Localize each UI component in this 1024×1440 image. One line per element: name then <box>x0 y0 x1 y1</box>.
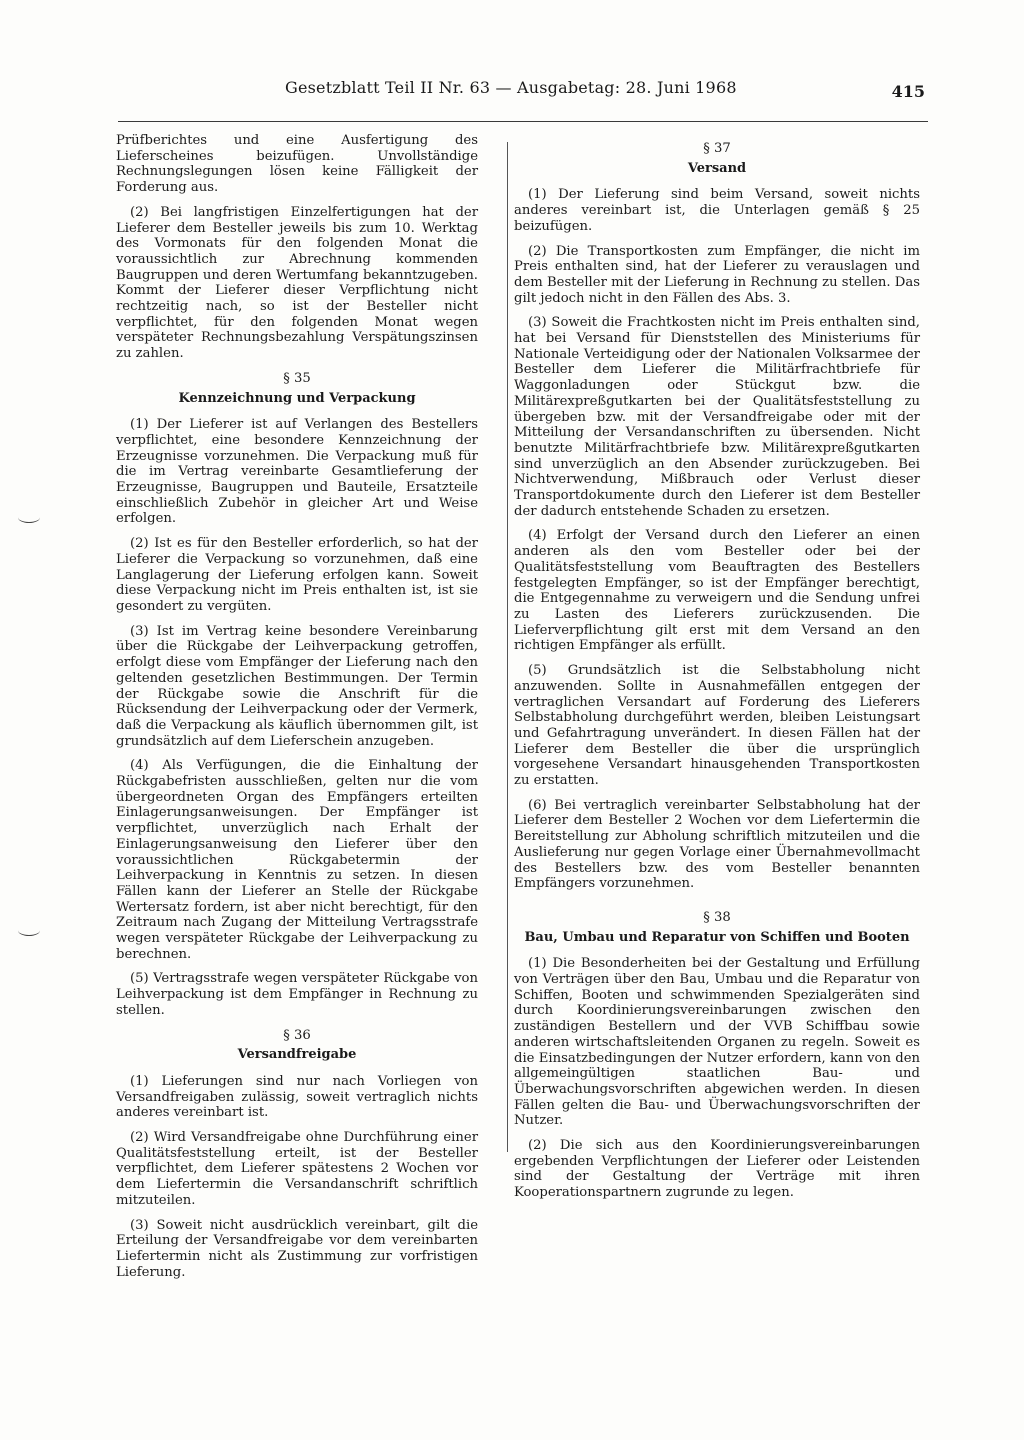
paragraph: (4) Erfolgt der Versand durch den Lieferer an einen anderen als den vom Besteller oder bei der Qualitätsfeststellung vom Beauftragten des Bestellers festgelegten Empfänger, so ist der Empfänger berechtigt, die Entgegennahme zu verweigern und die Sendung unfrei zu Lasten des Lieferers zurückzusenden. Die Lieferverpflichtung gilt erst mit dem Versand an den richtigen Empfänger als erfüllt. <box>514 528 920 654</box>
right-column <box>514 133 920 1210</box>
paragraph: (2) Wird Versandfreigabe ohne Durchführung einer Qualitätsfeststellung erteilt, ist der Besteller verpflichtet, dem Lieferer spätestens 2 Wochen vor dem Liefertermin die Versandanschrift schriftlich mitzuteilen. <box>116 1130 478 1208</box>
header-title: Gesetzblatt Teil II Nr. 63 — Ausgabetag: 28. Juni 1968 <box>285 78 737 97</box>
section-title: Bau, Umbau und Reparatur von Schiffen und Booten <box>524 929 910 945</box>
page-number: 415 <box>891 82 925 101</box>
paragraph: (3) Soweit die Frachtkosten nicht im Preis enthalten sind, hat bei Versand für Dienststellen des Ministeriums für Nationale Verteidigung oder der Nationalen Volksarmee der Besteller dem Lieferer die Militärfrachtbriefe für Waggonladungen oder Stückgut bzw. die Militärexpreßgutkarten bei der Qualitätsfeststellung zu übergeben bzw. mit der Versandfreigabe oder mit der Mitteilung der Versandanschriften zu übersenden. Nicht benutzte Militärfrachtbriefe bzw. Militärexpreßgutkarten sind unverzüglich an den Absender zurückzugeben. Bei Nichtverwendung, Mißbrauch oder Verlust dieser Transportdokumente durch den Lieferer ist dem Besteller der dadurch entstehende Schaden zu ersetzen. <box>514 315 920 519</box>
section-number: § 36 <box>283 1027 311 1043</box>
section-title: Kennzeichnung und Verpackung <box>178 390 416 406</box>
paragraph: (6) Bei vertraglich vereinbarter Selbstabholung hat der Lieferer dem Besteller 2 Wochen vor dem Liefertermin die Bereitstellung zur Abholung schriftlich mitzuteilen und die Auslieferung nur gegen Vorlage einer Übernahmevollmacht des Bestellers bzw. des vom Besteller benannten Empfängers vorzunehmen. <box>514 797 920 892</box>
paragraph: Prüfberichtes und eine Ausfertigung des Lieferscheines beizufügen. Unvollständige Rechnungslegungen lösen keine Fälligkeit der Forderung aus. <box>116 133 478 196</box>
paragraph: (5) Grundsätzlich ist die Selbstabholung nicht anzuwenden. Sollte in Ausnahmefällen entgegen der vertraglichen Versandart auf Forderung des Lieferers Selbstabholung durchgeführt werden, bleiben Leistungsart und Gefahrtragung unverändert. In diesen Fällen hat der Lieferer dem Besteller die über die ursprünglich vorgesehene Versandart hinausgehenden Transportkosten zu erstatten. <box>514 663 920 789</box>
left-column <box>116 133 478 1289</box>
paragraph: (1) Der Lieferer ist auf Verlangen des Bestellers verpflichtet, eine besondere Kennzeichnung der Erzeugnisse vorzunehmen. Die Verpackung muß für die im Vertrag vereinbarte Gesamtlieferung der Erzeugnisse, Baugruppen und Bauteile, Ersatzteile einschließlich Zubehör in gleicher Art und Weise erfolgen. <box>116 417 478 527</box>
section-title: Versandfreigabe <box>237 1047 357 1063</box>
margin-mark <box>18 925 40 936</box>
column-divider <box>507 142 508 1152</box>
header-rule <box>118 121 928 122</box>
paragraph: (2) Die Transportkosten zum Empfänger, die nicht im Preis enthalten sind, hat der Lieferer zu verauslagen und dem Besteller mit der Lieferung in Rechnung zu stellen. Das gilt jedoch nicht in den Fällen des Abs. 3. <box>514 243 920 306</box>
paragraph: (4) Als Verfügungen, die die Einhaltung der Rückgabefristen ausschließen, gelten nur die vom übergeordneten Organ des Empfängers erteilten Einlagerungsanweisungen. Der Empfänger ist verpflichtet, unverzüglich nach Erhalt der Einlagerungsanweisung den Lieferer über den voraussichtlichen Rückgabetermin der Leihverpackung in Kenntnis zu setzen. In diesen Fällen kann der Lieferer an Stelle der Rückgabe Wertersatz fordern, ist aber nicht berechtigt, für den Zeitraum nach Zugang der Mitteilung Vertragsstrafe wegen verspäteter Rückgabe der Leihverpackung zu berechnen. <box>116 758 478 962</box>
paragraph: (2) Die sich aus den Koordinierungsvereinbarungen ergebenden Verpflichtungen der Lieferer oder Leistenden sind der Gestaltung der Verträge mit ihren Kooperationspartnern zugrunde zu legen. <box>514 1138 920 1201</box>
paragraph: (2) Bei langfristigen Einzelfertigungen hat der Lieferer dem Besteller jeweils bis zum 10. Werktag des Vormonats für den folgenden Monat die voraussichtlich zur Abrechnung kommenden Baugruppen und deren Wertumfang bekanntzugeben. Kommt der Lieferer dieser Verpflichtung nicht rechtzeitig nach, so ist der Besteller nicht verpflichtet, für den folgenden Monat wegen verspäteter Rechnungsbezahlung Verspätungszinsen zu zahlen. <box>116 204 478 362</box>
paragraph: (3) Soweit nicht ausdrücklich vereinbart, gilt die Erteilung der Versandfreigabe vor dem vereinbarten Liefertermin nicht als Zustimmung zur vorfristigen Lieferung. <box>116 1217 478 1280</box>
paragraph: (1) Die Besonderheiten bei der Gestaltung und Erfüllung von Verträgen über den Bau, Umbau und die Reparatur von Schiffen, Booten und schwimmenden Spezialgeräten sind durch Koordinierungsvereinbarungen zwischen den zuständigen Bestellern und der VVB Schiffbau sowie anderen wirtschaftsleitenden Organen zu regeln. Soweit es die Einsatzbedingungen der Nutzer erfordern, kann von den allgemeingültigen staatlichen Bau- und Überwachungsvorschriften abgewichen werden. In diesen Fällen gelten die Bau- und Überwachungsvorschriften der Nutzer. <box>514 956 920 1129</box>
paragraph: (2) Ist es für den Besteller erforderlich, so hat der Lieferer die Verpackung so vorzunehmen, daß eine Langlagerung der Lieferung erfolgen kann. Soweit diese Verpackung nicht im Preis enthalten ist, ist sie gesondert zu vergüten. <box>116 536 478 614</box>
section-number: § 35 <box>283 370 311 386</box>
section-title: Versand <box>687 160 747 176</box>
paragraph: (5) Vertragsstrafe wegen verspäteter Rückgabe von Leihverpackung ist dem Empfänger in Rechnung zu stellen. <box>116 971 478 1018</box>
page-header <box>285 76 925 106</box>
paragraph: (1) Der Lieferung sind beim Versand, soweit nichts anderes vereinbart ist, die Unterlagen gemäß § 25 beizufügen. <box>514 187 920 234</box>
section-number: § 37 <box>703 141 731 156</box>
margin-mark <box>18 512 40 523</box>
section-number: § 38 <box>703 909 731 925</box>
paragraph: (3) Ist im Vertrag keine besondere Vereinbarung über die Rückgabe der Leihverpackung getroffen, erfolgt diese vom Empfänger der Lieferung nach den geltenden gesetzlichen Bestimmungen. Der Termin der Rückgabe sowie die Anschrift für die Rücksendung der Leihverpackung oder der Vermerk, daß die Verpackung als käuflich übernommen gilt, ist grundsätzlich auf dem Lieferschein anzugeben. <box>116 623 478 749</box>
paragraph: (1) Lieferungen sind nur nach Vorliegen von Versandfreigaben zulässig, soweit vertraglich nichts anderes vereinbart ist. <box>116 1073 478 1121</box>
